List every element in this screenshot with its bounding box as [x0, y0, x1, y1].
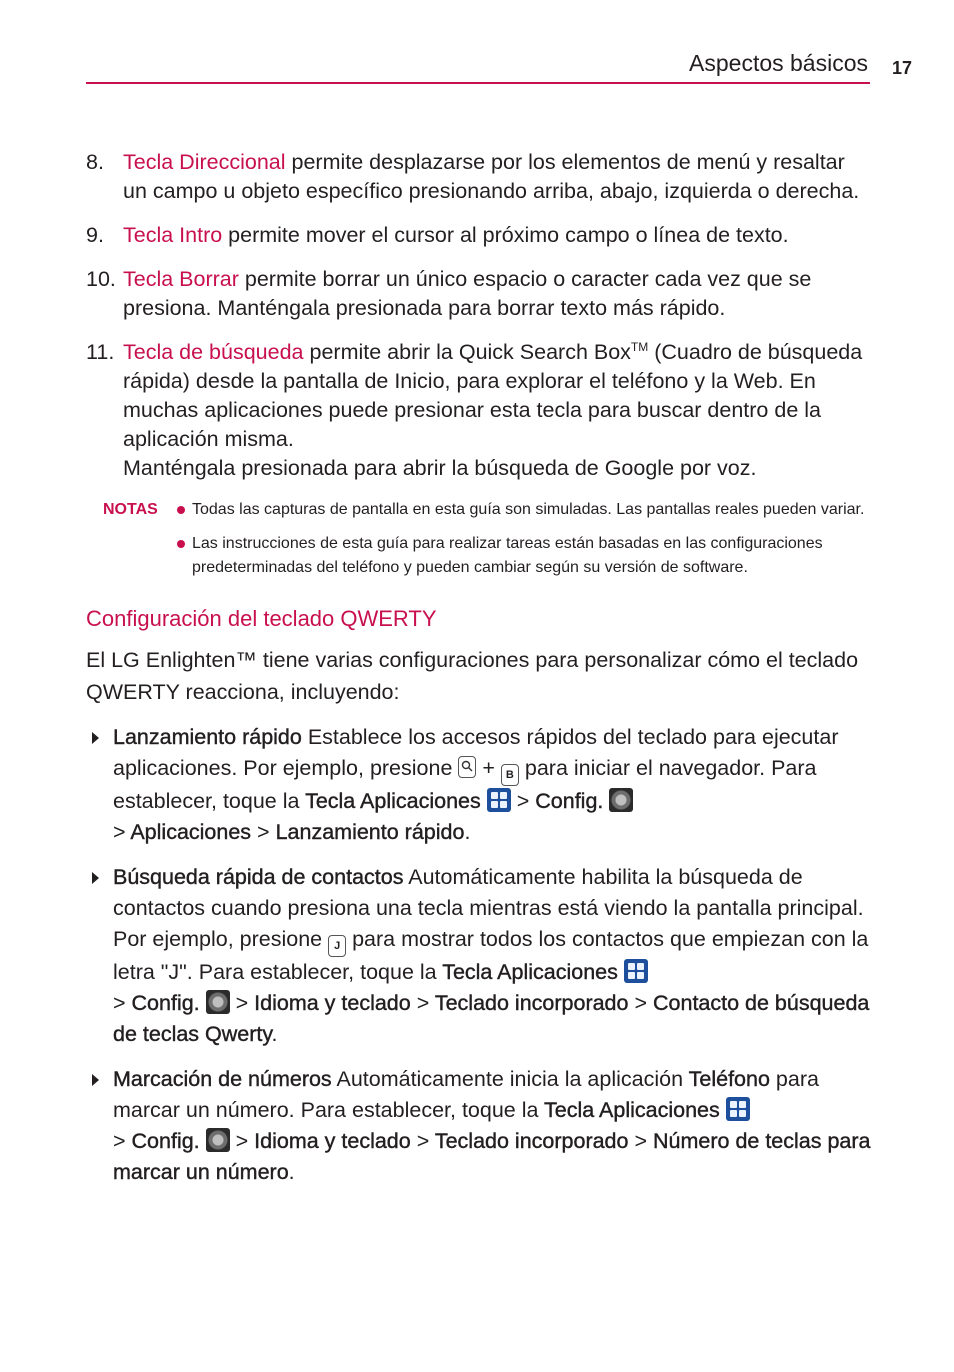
feature-text: para iniciar el navegador. Para establecer, toque la: [113, 756, 817, 813]
feature-title: Búsqueda rápida de contactos: [113, 865, 404, 889]
feature-title: Marcación de números: [113, 1067, 332, 1091]
section-intro: El LG Enlighten™ tiene varias configuraciones para personalizar cómo el teclado QWERTY reacciona, incluyendo:: [86, 648, 859, 704]
arrow-bullet-icon: [92, 872, 99, 884]
item-text: permite desplazarse por los elementos de menú y resaltar un campo u objeto específico presionando arriba, abajo, izquierda o derecha.: [123, 150, 860, 203]
path-separator: >: [229, 1129, 255, 1153]
period: .: [271, 1022, 278, 1046]
list-item: [86, 265, 872, 323]
arrow-bullet-icon: [92, 1074, 99, 1086]
item-text: permite borrar un único espacio o caracter cada vez que se presiona. Manténgala presionada para borrar texto más rápido.: [123, 267, 812, 320]
page-content: [86, 148, 872, 1188]
path-separator: >: [410, 991, 435, 1015]
path-step: Idioma y teclado: [254, 1129, 411, 1153]
path-step: Aplicaciones: [130, 820, 252, 844]
header-title: Aspectos básicos: [689, 50, 868, 76]
section-heading: Configuración del teclado QWERTY: [86, 606, 437, 631]
list-item: [86, 221, 872, 250]
b-key-icon: B: [501, 764, 519, 786]
page-number: 17: [892, 58, 913, 78]
path-step: Lanzamiento rápido: [275, 820, 465, 844]
settings-gear-icon: [609, 788, 633, 812]
item-term: Tecla Intro: [123, 223, 223, 247]
plus-sign: +: [476, 756, 501, 780]
bullet-icon: [177, 540, 185, 548]
trademark-mark: TM: [630, 339, 649, 354]
notes-label: NOTAS: [103, 501, 158, 518]
apps-key-label: Tecla Aplicaciones: [442, 960, 618, 984]
item-term: Tecla de búsqueda: [123, 340, 304, 364]
period: .: [464, 820, 471, 844]
path-step: Teclado incorporado: [434, 991, 629, 1015]
item-text: (Cuadro de búsqueda rápida) desde la pantalla de Inicio, para explorar el teléfono y la Web. En muchas aplicaciones puede presionar esta tecla para buscar dentro de la aplicación misma.: [123, 340, 863, 451]
feature-title: Lanzamiento rápido: [113, 725, 302, 749]
item-text: permite mover el cursor al próximo campo o línea de texto.: [222, 223, 789, 247]
feature-item: [86, 1064, 872, 1188]
bullet-icon: [177, 506, 185, 514]
feature-text: Automáticamente inicia la aplicación: [331, 1067, 689, 1091]
note-item: [192, 498, 872, 522]
path-separator: >: [229, 991, 255, 1015]
item-number: 9.: [86, 223, 104, 247]
item-text: permite abrir la Quick Search Box: [303, 340, 631, 364]
settings-gear-icon: [206, 990, 230, 1014]
feature-item: [86, 862, 872, 1050]
search-key-icon: [458, 756, 476, 778]
apps-key-label: Tecla Aplicaciones: [544, 1098, 720, 1122]
config-label: Config.: [131, 1129, 200, 1153]
config-label: Config.: [535, 789, 604, 813]
config-label: Config.: [131, 991, 200, 1015]
path-step: Teclado incorporado: [434, 1129, 629, 1153]
list-item: [86, 148, 872, 206]
note-item: [192, 532, 872, 580]
phone-app-label: Teléfono: [688, 1067, 770, 1091]
apps-grid-icon: [726, 1097, 750, 1121]
item-number: 8.: [86, 150, 104, 174]
path-separator: >: [113, 991, 132, 1015]
path-separator: >: [628, 991, 653, 1015]
item-text: Manténgala presionada para abrir la búsqueda de Google por voz.: [123, 456, 757, 480]
feature-item: [86, 722, 872, 848]
path-separator: >: [628, 1129, 653, 1153]
path-separator: >: [251, 820, 276, 844]
arrow-bullet-icon: [92, 732, 99, 744]
path-separator: >: [113, 820, 131, 844]
item-term: Tecla Direccional: [123, 150, 286, 174]
path-step: Contacto de búsqueda de teclas Qwerty: [113, 991, 870, 1046]
feature-text: para marcar un número. Para establecer, toque la: [113, 1067, 819, 1122]
path-separator: >: [510, 789, 536, 813]
apps-grid-icon: [487, 788, 511, 812]
note-text: Las instrucciones de esta guía para realizar tareas están basadas en las configuraciones predeterminadas del teléfono y pueden cambiar según su versión de software.: [192, 535, 823, 576]
feature-text: Establece los accesos rápidos del teclado para ejecutar aplicaciones. Por ejemplo, presione: [113, 725, 839, 780]
feature-text: Automáticamente habilita la búsqueda de contactos cuando presiona una tecla mientras está viendo la pantalla principal. Por ejemplo, presione: [113, 865, 864, 951]
settings-gear-icon: [206, 1128, 230, 1152]
notes-box: [86, 498, 872, 580]
period: .: [288, 1160, 295, 1184]
item-number: 10.: [86, 267, 116, 291]
path-separator: >: [113, 1129, 132, 1153]
feature-text: para mostrar todos los contactos que empiezan con la letra "J". Para establecer, toque la: [113, 927, 869, 984]
apps-grid-icon: [624, 959, 648, 983]
item-number: 11.: [86, 340, 115, 364]
apps-key-label: Tecla Aplicaciones: [305, 789, 481, 813]
note-text: Todas las capturas de pantalla en esta guía son simuladas. Las pantallas reales pueden variar.: [192, 501, 865, 518]
path-step: Número de teclas para marcar un número: [113, 1129, 871, 1184]
j-key-icon: J: [328, 935, 346, 957]
path-separator: >: [410, 1129, 435, 1153]
path-step: Idioma y teclado: [254, 991, 411, 1015]
list-item: [86, 338, 872, 483]
item-term: Tecla Borrar: [123, 267, 239, 291]
page-header: [86, 48, 870, 84]
